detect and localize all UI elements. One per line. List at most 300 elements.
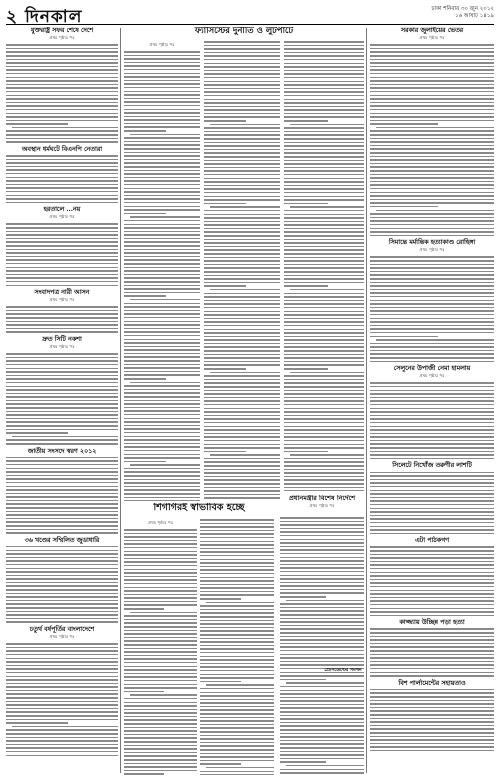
kicker: প্রথম পৃষ্ঠার পর bbox=[419, 373, 445, 379]
text-line bbox=[204, 142, 280, 144]
text-line bbox=[370, 91, 494, 93]
text-line bbox=[200, 709, 274, 711]
text-line bbox=[376, 339, 494, 341]
text-line bbox=[284, 102, 364, 104]
text-line bbox=[370, 632, 494, 634]
text-line bbox=[280, 657, 364, 659]
text-line bbox=[370, 336, 438, 338]
text-line bbox=[204, 260, 280, 262]
text-line bbox=[370, 575, 494, 577]
text-line bbox=[284, 393, 364, 395]
text-line bbox=[6, 184, 118, 186]
text-line bbox=[124, 170, 200, 172]
text-line bbox=[284, 81, 364, 83]
text-line bbox=[284, 99, 364, 101]
text-line bbox=[204, 361, 280, 363]
text-line bbox=[124, 155, 200, 157]
text-line bbox=[6, 162, 118, 164]
text-line bbox=[124, 418, 200, 420]
text-line bbox=[6, 62, 118, 64]
text-line bbox=[210, 289, 280, 291]
text-line bbox=[370, 141, 494, 143]
text-line bbox=[200, 630, 274, 632]
text-line bbox=[290, 372, 364, 374]
headline: বিশ পার্লামেন্টের সহায়তাও bbox=[398, 679, 466, 687]
text-line bbox=[370, 300, 494, 302]
text-line bbox=[124, 727, 197, 729]
text-line bbox=[124, 457, 200, 459]
text-line bbox=[124, 741, 197, 743]
text-line bbox=[370, 436, 494, 438]
text-line bbox=[370, 138, 494, 140]
text-line bbox=[284, 357, 364, 359]
text-line bbox=[124, 716, 197, 718]
text-line bbox=[200, 692, 274, 694]
text-line bbox=[284, 170, 364, 172]
text-line bbox=[6, 429, 118, 431]
text-line bbox=[280, 639, 364, 641]
column-divider bbox=[366, 28, 367, 773]
text-line bbox=[370, 728, 494, 730]
text-line bbox=[284, 418, 364, 420]
text-line bbox=[200, 663, 274, 665]
text-line bbox=[370, 102, 494, 104]
text-line bbox=[206, 684, 274, 686]
text-line bbox=[6, 468, 118, 470]
text-line bbox=[6, 102, 118, 104]
text-line bbox=[370, 586, 494, 588]
text-line bbox=[6, 202, 118, 204]
text-line bbox=[6, 378, 118, 380]
text-line bbox=[204, 300, 280, 302]
text-line bbox=[284, 318, 364, 320]
text-line bbox=[124, 346, 200, 348]
text-line bbox=[6, 198, 118, 200]
text-line bbox=[280, 628, 364, 630]
text-line bbox=[200, 760, 274, 762]
text-line bbox=[284, 228, 364, 230]
text-line bbox=[370, 116, 494, 118]
text-line bbox=[124, 374, 200, 376]
text-line bbox=[6, 582, 118, 584]
text-line bbox=[124, 112, 200, 114]
text-line bbox=[204, 483, 280, 485]
text-line bbox=[204, 311, 280, 313]
text-line bbox=[284, 293, 364, 295]
text-line bbox=[370, 515, 494, 517]
text-line bbox=[284, 447, 364, 449]
text-line bbox=[124, 432, 200, 434]
text-line bbox=[370, 426, 494, 428]
text-line bbox=[370, 357, 494, 359]
text-line bbox=[124, 425, 200, 427]
text-line bbox=[204, 264, 280, 266]
text-line bbox=[124, 267, 200, 269]
text-line bbox=[284, 321, 364, 323]
text-line bbox=[370, 750, 494, 752]
text-line bbox=[280, 546, 364, 548]
newspaper-logo: ২ দিনকাল bbox=[6, 7, 83, 27]
text-line bbox=[204, 102, 280, 104]
text-line bbox=[124, 529, 197, 531]
text-line bbox=[370, 346, 494, 348]
text-line bbox=[6, 611, 118, 613]
text-line bbox=[124, 540, 197, 542]
text-line bbox=[6, 109, 118, 111]
text-line bbox=[124, 62, 200, 64]
text-line bbox=[370, 482, 494, 484]
text-line bbox=[124, 198, 200, 200]
text-line bbox=[204, 497, 280, 499]
text-line bbox=[284, 210, 364, 212]
text-line bbox=[6, 353, 118, 355]
headline: শিগগিরই স্বাভাবিক হচ্ছে bbox=[153, 503, 245, 513]
text-line bbox=[280, 539, 364, 541]
text-line bbox=[200, 713, 274, 715]
text-line bbox=[204, 411, 280, 413]
text-line bbox=[284, 469, 364, 471]
text-line bbox=[200, 717, 274, 719]
text-line bbox=[200, 727, 274, 729]
text-line bbox=[284, 59, 364, 61]
text-line bbox=[6, 686, 118, 688]
text-line bbox=[284, 152, 364, 154]
text-line bbox=[370, 296, 494, 298]
text-line bbox=[370, 260, 494, 262]
text-line bbox=[280, 549, 364, 551]
text-line bbox=[124, 249, 200, 251]
text-line bbox=[6, 328, 118, 330]
text-line bbox=[204, 210, 280, 212]
text-line bbox=[204, 88, 280, 90]
text-line bbox=[370, 707, 494, 709]
text-line bbox=[204, 145, 280, 147]
text-line bbox=[204, 48, 280, 50]
text-line bbox=[204, 451, 246, 453]
text-line bbox=[284, 45, 364, 47]
text-line bbox=[124, 702, 197, 704]
text-line bbox=[6, 321, 118, 323]
text-line bbox=[124, 673, 197, 675]
text-line bbox=[200, 724, 274, 726]
text-line bbox=[284, 134, 364, 136]
text-line bbox=[370, 415, 494, 417]
text-line bbox=[6, 331, 118, 333]
text-line bbox=[204, 113, 280, 115]
text-line bbox=[370, 271, 494, 273]
text-line bbox=[204, 267, 280, 269]
text-line bbox=[370, 654, 494, 656]
text-line bbox=[284, 257, 364, 259]
text-line bbox=[6, 421, 118, 423]
text-line bbox=[6, 432, 68, 434]
text-line bbox=[370, 267, 494, 269]
text-line bbox=[204, 426, 280, 428]
text-line bbox=[284, 472, 364, 474]
text-line bbox=[284, 332, 364, 334]
text-line bbox=[370, 568, 494, 570]
center-right-headline-block bbox=[280, 495, 364, 517]
text-line bbox=[284, 174, 364, 176]
text-line bbox=[280, 575, 364, 577]
text-line bbox=[370, 256, 494, 258]
text-line bbox=[6, 722, 68, 724]
kicker: প্রথম পৃষ্ঠার পর bbox=[419, 35, 445, 41]
text-line bbox=[6, 357, 118, 359]
text-line bbox=[284, 408, 364, 410]
text-line bbox=[200, 735, 274, 737]
text-line bbox=[284, 235, 364, 237]
text-line bbox=[124, 227, 200, 229]
text-line bbox=[6, 270, 118, 272]
text-line bbox=[124, 630, 197, 632]
text-line bbox=[6, 134, 118, 136]
text-line bbox=[280, 578, 364, 580]
text-line bbox=[6, 231, 118, 233]
text-line bbox=[370, 199, 494, 201]
text-line bbox=[124, 152, 200, 154]
text-line bbox=[370, 400, 494, 402]
text-line bbox=[6, 48, 118, 50]
text-line bbox=[6, 120, 118, 122]
text-line bbox=[284, 415, 364, 417]
text-line bbox=[370, 668, 494, 670]
text-line bbox=[376, 127, 494, 129]
text-line bbox=[284, 246, 364, 248]
text-line bbox=[124, 414, 200, 416]
text-line bbox=[6, 690, 118, 692]
text-line bbox=[284, 479, 364, 481]
text-line bbox=[370, 181, 494, 183]
text-line bbox=[204, 386, 280, 388]
text-line bbox=[6, 180, 118, 182]
text-line bbox=[204, 192, 280, 194]
text-line bbox=[124, 637, 197, 639]
text-line bbox=[284, 253, 364, 255]
text-line bbox=[204, 116, 280, 118]
text-line bbox=[204, 440, 280, 442]
text-line bbox=[124, 256, 200, 258]
text-line bbox=[6, 195, 118, 197]
text-line bbox=[6, 277, 118, 279]
text-line bbox=[6, 546, 118, 548]
text-line bbox=[370, 546, 494, 548]
text-line bbox=[6, 460, 118, 462]
text-line bbox=[6, 259, 118, 261]
text-line bbox=[280, 567, 364, 569]
text-line bbox=[370, 289, 494, 291]
headline: অবস্থান ধর্মঘটে বিএনপি নেতারা bbox=[21, 145, 103, 153]
article bbox=[370, 680, 494, 752]
text-line bbox=[124, 543, 197, 545]
right-column bbox=[370, 27, 494, 775]
text-line bbox=[284, 429, 364, 431]
mid-box-headline bbox=[322, 668, 364, 682]
text-line bbox=[284, 63, 364, 65]
text-line bbox=[6, 740, 118, 742]
text-line bbox=[6, 400, 118, 402]
text-line bbox=[124, 76, 200, 78]
text-line bbox=[124, 55, 200, 57]
masthead-rule bbox=[6, 24, 494, 25]
article bbox=[6, 336, 118, 445]
text-line bbox=[124, 723, 197, 725]
text-line bbox=[124, 454, 200, 456]
text-line bbox=[6, 411, 118, 413]
text-line bbox=[204, 436, 280, 438]
text-line bbox=[6, 618, 118, 620]
text-line bbox=[204, 81, 280, 83]
headline: ৩৬ খণ্ডের সম্মিলিত জুডাধারি bbox=[24, 536, 100, 544]
text-line bbox=[6, 84, 118, 86]
text-line bbox=[280, 697, 364, 699]
text-line bbox=[280, 700, 364, 702]
text-line bbox=[200, 530, 274, 532]
text-line bbox=[370, 493, 494, 495]
text-line bbox=[370, 561, 494, 563]
text-line bbox=[370, 664, 494, 666]
text-line bbox=[284, 461, 364, 463]
text-line bbox=[370, 220, 494, 222]
text-line bbox=[370, 736, 494, 738]
article-body bbox=[6, 306, 118, 333]
text-line bbox=[370, 639, 494, 641]
text-line bbox=[370, 109, 494, 111]
text-line bbox=[124, 195, 200, 197]
text-line bbox=[370, 163, 494, 165]
text-line bbox=[284, 264, 364, 266]
text-line bbox=[204, 257, 280, 259]
text-line bbox=[200, 756, 274, 758]
text-line bbox=[200, 742, 274, 744]
text-line bbox=[124, 137, 200, 139]
headline: সিলেটে নিখোঁজ তরুণীর লাশটি bbox=[392, 462, 472, 470]
text-line bbox=[124, 335, 200, 337]
text-line bbox=[124, 119, 200, 121]
text-line bbox=[6, 665, 118, 667]
text-line bbox=[200, 623, 274, 625]
text-line bbox=[204, 221, 280, 223]
text-line bbox=[124, 285, 200, 287]
text-line bbox=[280, 542, 364, 544]
text-line bbox=[124, 471, 200, 473]
text-line bbox=[124, 277, 200, 279]
text-line bbox=[284, 221, 364, 223]
text-line bbox=[370, 422, 494, 424]
text-line bbox=[6, 589, 118, 591]
text-line bbox=[204, 318, 280, 320]
text-line bbox=[6, 51, 118, 53]
text-line bbox=[370, 285, 494, 287]
text-line bbox=[124, 353, 200, 355]
text-line bbox=[204, 479, 280, 481]
text-line bbox=[370, 44, 494, 46]
text-line bbox=[124, 241, 200, 243]
text-line bbox=[204, 357, 280, 359]
text-line bbox=[204, 278, 280, 280]
text-line bbox=[204, 77, 280, 79]
text-line bbox=[204, 339, 280, 341]
text-line bbox=[284, 451, 328, 453]
text-line bbox=[204, 461, 280, 463]
text-line bbox=[284, 490, 364, 491]
text-line bbox=[124, 533, 197, 535]
text-line bbox=[6, 464, 118, 466]
text-line bbox=[370, 292, 494, 294]
text-line bbox=[124, 669, 197, 671]
text-line bbox=[124, 468, 200, 470]
text-line bbox=[124, 759, 197, 761]
text-line bbox=[124, 450, 200, 452]
text-line bbox=[370, 310, 494, 312]
text-line bbox=[124, 770, 197, 772]
text-line bbox=[284, 368, 328, 370]
text-line bbox=[6, 116, 118, 118]
text-line bbox=[280, 621, 364, 623]
text-line bbox=[6, 568, 118, 570]
text-line bbox=[210, 206, 280, 208]
text-line bbox=[6, 439, 118, 441]
text-line bbox=[124, 206, 200, 208]
text-line bbox=[6, 525, 118, 527]
text-line bbox=[124, 288, 200, 290]
text-line bbox=[124, 51, 200, 53]
text-line bbox=[370, 397, 494, 399]
text-line bbox=[370, 743, 494, 745]
text-line bbox=[204, 346, 280, 348]
text-line bbox=[370, 235, 494, 237]
text-line bbox=[280, 603, 364, 605]
text-line bbox=[370, 490, 494, 492]
text-line bbox=[284, 120, 328, 122]
text-line bbox=[124, 313, 200, 315]
text-line bbox=[124, 745, 197, 747]
text-line bbox=[204, 149, 280, 151]
text-line bbox=[284, 350, 364, 352]
text-line bbox=[124, 342, 200, 344]
text-line bbox=[284, 285, 328, 287]
text-line bbox=[124, 148, 200, 150]
text-line bbox=[204, 91, 280, 93]
text-line bbox=[370, 508, 494, 510]
text-line bbox=[370, 657, 494, 659]
text-line bbox=[200, 584, 274, 586]
text-line bbox=[370, 418, 494, 420]
text-line bbox=[124, 640, 197, 642]
text-line bbox=[204, 95, 280, 97]
text-line bbox=[200, 652, 274, 654]
text-line bbox=[200, 753, 274, 755]
text-line bbox=[206, 767, 274, 769]
text-line bbox=[370, 166, 494, 168]
text-line bbox=[124, 105, 200, 107]
text-line bbox=[200, 562, 274, 564]
text-line bbox=[280, 690, 364, 692]
text-line bbox=[200, 677, 274, 679]
text-line bbox=[204, 156, 280, 158]
center-bottom-headline-block bbox=[124, 503, 274, 517]
text-line bbox=[370, 504, 494, 506]
text-line bbox=[6, 285, 118, 287]
article-body bbox=[370, 256, 494, 362]
text-line bbox=[284, 476, 364, 478]
text-line bbox=[6, 708, 118, 710]
text-line bbox=[200, 771, 274, 773]
text-line bbox=[280, 596, 326, 598]
text-line bbox=[280, 769, 364, 771]
text-line bbox=[370, 314, 494, 316]
text-line bbox=[284, 116, 364, 118]
